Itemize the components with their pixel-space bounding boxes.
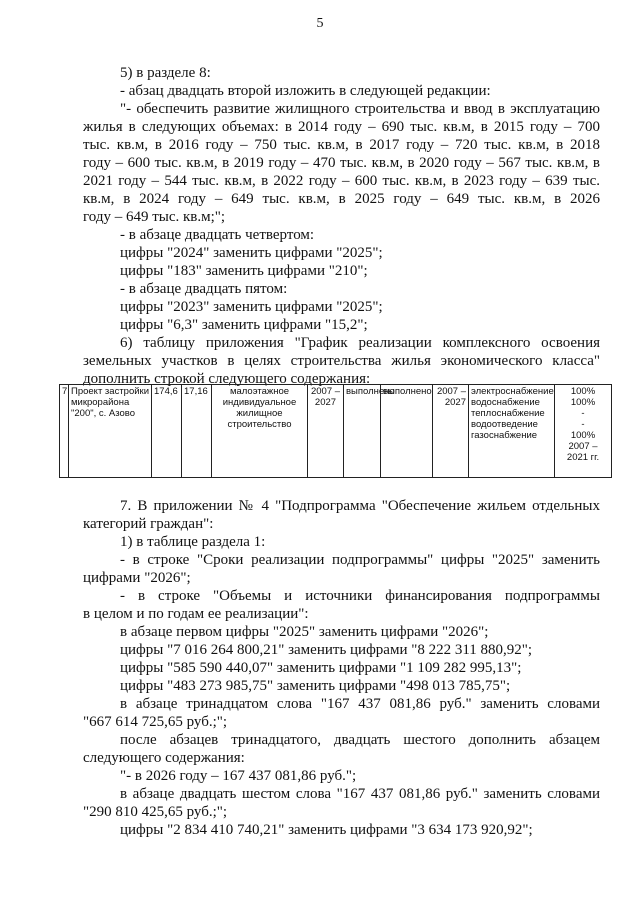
text-line: "- обеспечить развитие жилищного строительства и ввод в эксплуатацию xyxy=(120,101,600,117)
status-cell-1: выполнено xyxy=(344,385,381,478)
text-line: "290 810 425,65 руб.;"; xyxy=(83,804,228,820)
text-line: 7. В приложении № 4 "Подпрограмма "Обеспечение жильем отдельных xyxy=(120,498,600,514)
text-line: дополнить строкой следующего содержания: xyxy=(83,371,371,387)
construction-type: малоэтажное индивидуальное жилищное строительство xyxy=(212,385,308,478)
percent-item: 100% xyxy=(570,397,596,408)
text-line: - абзац двадцать второй изложить в следующей редакции: xyxy=(120,83,491,99)
status-cell-2: выполнено xyxy=(381,385,433,478)
percent-cell xyxy=(555,385,612,478)
text-line: в абзаце первом цифры "2025" заменить цифрами "2026"; xyxy=(120,624,489,640)
text-line: категорий граждан": xyxy=(83,516,214,532)
row-number: 7 xyxy=(60,385,69,478)
text-line: 6) таблицу приложения "График реализации комплексного освоения xyxy=(120,335,600,351)
project-name: Проект застройки микрорайона "200", с. Азово xyxy=(69,385,152,478)
text-line: цифры "6,3" заменить цифрами "15,2"; xyxy=(120,317,368,333)
text-line: следующего содержания: xyxy=(83,750,245,766)
percent-years: 2007 – 2021 гг. xyxy=(566,441,600,463)
period-cell-2: 2007 – 2027 xyxy=(433,385,469,478)
text-line: - в абзаце двадцать четвертом: xyxy=(120,227,315,243)
text-line: в абзаце тринадцатом слова "167 437 081,86 руб." заменить словами xyxy=(120,696,600,712)
text-line: в абзаце двадцать шестом слова "167 437 081,86 руб." заменить словами xyxy=(120,786,600,802)
text-line: жилья в следующих объемах: в 2014 году – 690 тыс. кв.м, в 2015 году – 700 xyxy=(83,119,600,135)
percent-item: 100% xyxy=(570,430,596,441)
utility-item: теплоснабжение xyxy=(471,408,545,419)
text-line: цифры "7 016 264 800,21" заменить цифрами "8 222 311 880,92"; xyxy=(120,642,533,658)
text-line: - в строке "Объемы и источники финансирования подпрограммы xyxy=(120,588,600,604)
text-line: "- в 2026 году – 167 437 081,86 руб."; xyxy=(120,768,357,784)
text-line: цифры "2024" заменить цифрами "2025"; xyxy=(120,245,383,261)
text-line: цифры "2023" заменить цифрами "2025"; xyxy=(120,299,383,315)
utility-item: водоотведение xyxy=(471,419,538,430)
text-line: году – 600 тыс. кв.м, в 2019 году – 470 тыс. кв.м, в 2020 году – 567 тыс. кв.м, в xyxy=(83,155,600,171)
utility-item: водоснабжение xyxy=(471,397,540,408)
utility-item: электроснабжение xyxy=(471,386,554,397)
volume-value: 17,16 xyxy=(182,385,212,478)
text-line: 2021 году – 544 тыс. кв.м, в 2022 году – 600 тыс. кв.м, в 2023 году – 639 тыс. xyxy=(83,173,600,189)
text-line: "667 614 725,65 руб.;"; xyxy=(83,714,228,730)
text-line: цифры "2 834 410 740,21" заменить цифрами "3 634 173 920,92"; xyxy=(120,822,533,838)
percent-item: - xyxy=(581,419,585,430)
text-line: цифры "183" заменить цифрами "210"; xyxy=(120,263,368,279)
period-cell: 2007 – 2027 xyxy=(308,385,344,478)
text-line: кв.м, в 2024 году – 649 тыс. кв.м, в 2025 году – 649 тыс. кв.м, в 2026 xyxy=(83,191,600,207)
text-line: - в строке "Сроки реализации подпрограммы" цифры "2025" заменить xyxy=(120,552,600,568)
text-line: цифры "483 273 985,75" заменить цифрами "498 013 785,75"; xyxy=(120,678,511,694)
text-line: - в абзаце двадцать пятом: xyxy=(120,281,288,297)
text-line: земельных участков в целях строительства жилья экономического класса" xyxy=(83,353,600,369)
utilities-cell xyxy=(469,385,555,478)
text-line: 5) в разделе 8: xyxy=(120,65,211,81)
text-line: году – 649 тыс. кв.м;"; xyxy=(83,209,226,225)
text-line: после абзацев тринадцатого, двадцать шестого дополнить абзацем xyxy=(120,732,600,748)
area-value: 174,6 xyxy=(152,385,182,478)
text-line: в целом и по годам ее реализации": xyxy=(83,606,309,622)
text-line: 1) в таблице раздела 1: xyxy=(120,534,266,550)
utility-item: газоснабжение xyxy=(471,430,538,441)
text-line: цифрами "2026"; xyxy=(83,570,191,586)
text-line: цифры "585 590 440,07" заменить цифрами "1 109 282 995,13"; xyxy=(120,660,522,676)
percent-item: 100% xyxy=(570,386,596,397)
text-line: тыс. кв.м, в 2016 году – 750 тыс. кв.м, в 2017 году – 720 тыс. кв.м, в 2018 xyxy=(83,137,600,153)
appendix-table-row xyxy=(59,384,611,478)
page-number: 5 xyxy=(316,16,324,31)
percent-item: - xyxy=(581,408,585,419)
